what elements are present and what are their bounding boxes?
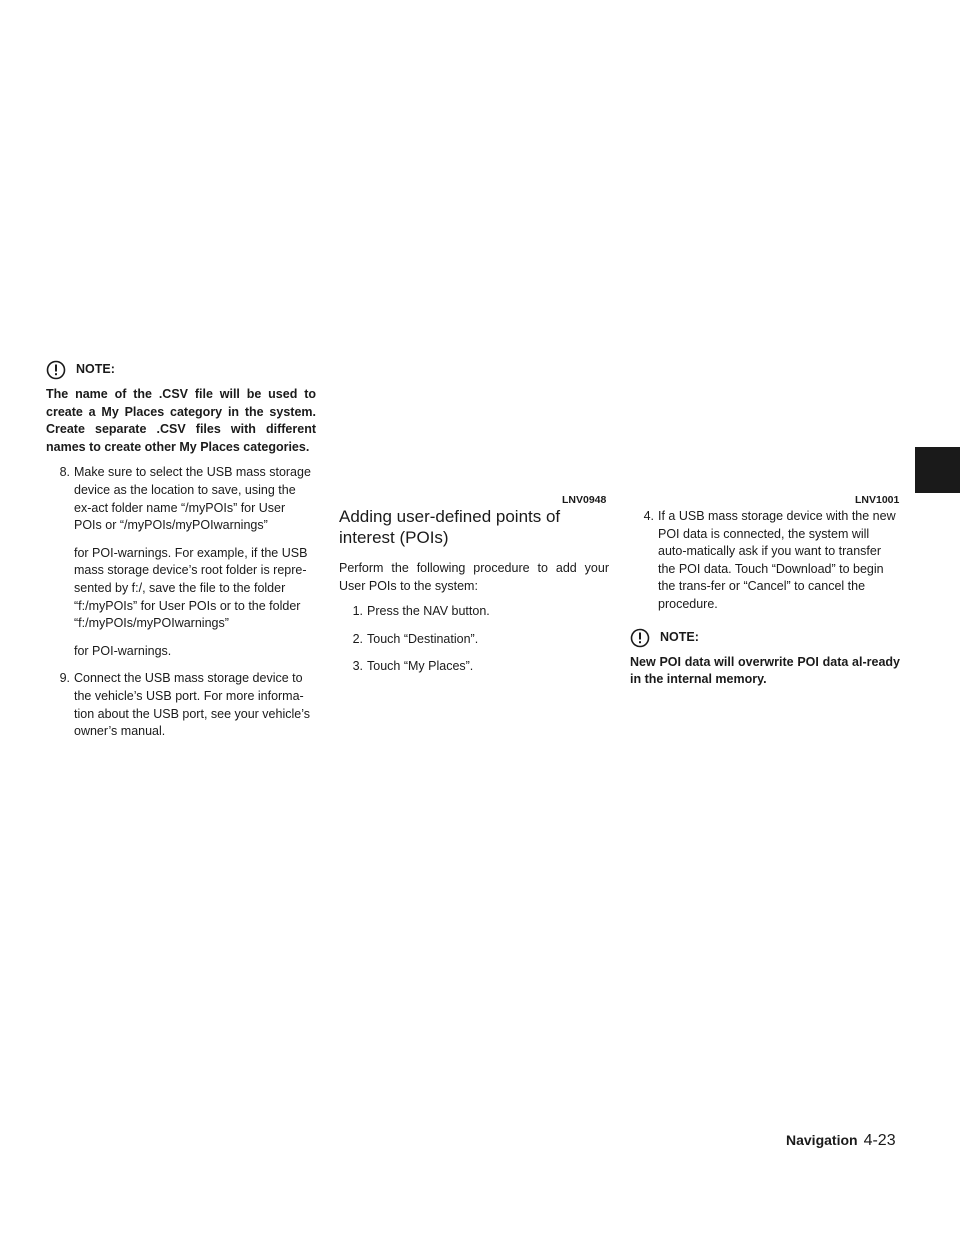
step-3 (339, 658, 609, 676)
page-footer (786, 1132, 896, 1150)
step-text: Touch “My Places”. (367, 659, 474, 674)
step-number: 8. (59, 465, 70, 480)
section-title: Adding user-defined points of interest (POIs) (339, 507, 561, 547)
intro-paragraph: Perform the following procedure to add your User POIs to the system: (339, 561, 609, 593)
step-text: Touch “Destination”. (367, 631, 479, 646)
step-8 (46, 464, 316, 534)
page-number: 4-23 (863, 1132, 896, 1149)
note-heading (630, 628, 900, 648)
left-column (46, 360, 316, 751)
note-label: NOTE: (76, 362, 115, 377)
step-4 (630, 508, 900, 614)
step-1 (339, 603, 609, 621)
chapter-tab-marker (915, 447, 960, 493)
step-text: If a USB mass storage device with the new POI data is connected, the system will auto-matically ask if you want to transfer the POI data. Touch “Download” to begin the trans-fer or “Cancel” to cancel the procedure. (658, 509, 896, 611)
note-text: The name of the .CSV file will be used to create a My Places category in the system. Create separate .CSV files with different names to create other My Places categories. (46, 387, 316, 454)
right-column (630, 506, 900, 689)
note-label: NOTE: (660, 629, 699, 644)
step-2 (339, 631, 609, 649)
exclamation-circle-icon (46, 360, 66, 380)
step-number: 2. (352, 631, 363, 646)
step-9 (46, 670, 316, 740)
note-text: New POI data will overwrite POI data al-ready in the internal memory. (630, 654, 900, 687)
footer-section: Navigation (786, 1132, 858, 1148)
step-8-continuation: for POI-warnings. For example, if the USB mass storage device’s root folder is repre-sented by f:/, save the file to the folder “f:/myPOIs” for User POIs or to the folder “f:/myPOIs/myPOIwarnings” (74, 545, 308, 631)
step-number: 3. (352, 659, 363, 674)
step-number: 1. (352, 604, 363, 619)
figure-label-lnv0948: LNV0948 (562, 494, 607, 506)
step-text: Press the NAV button. (367, 604, 490, 619)
exclamation-circle-icon (630, 628, 650, 648)
figure-label-lnv1001: LNV1001 (855, 494, 900, 506)
step-number: 4. (643, 509, 654, 523)
note-heading (46, 360, 316, 380)
step-number: 9. (59, 671, 70, 686)
step-text: Connect the USB mass storage device to the vehicle’s USB port. For more informa-tion about the USB port, see your vehicle’s owner’s manual. (74, 671, 311, 739)
step-8-continuation-2: for POI-warnings. (74, 643, 172, 658)
step-text: Make sure to select the USB mass storage device as the location to save, using the ex-act folder name “/myPOIs” for User POIs or “/myPOIs/myPOIwarnings” (74, 465, 311, 533)
middle-column (339, 506, 609, 686)
